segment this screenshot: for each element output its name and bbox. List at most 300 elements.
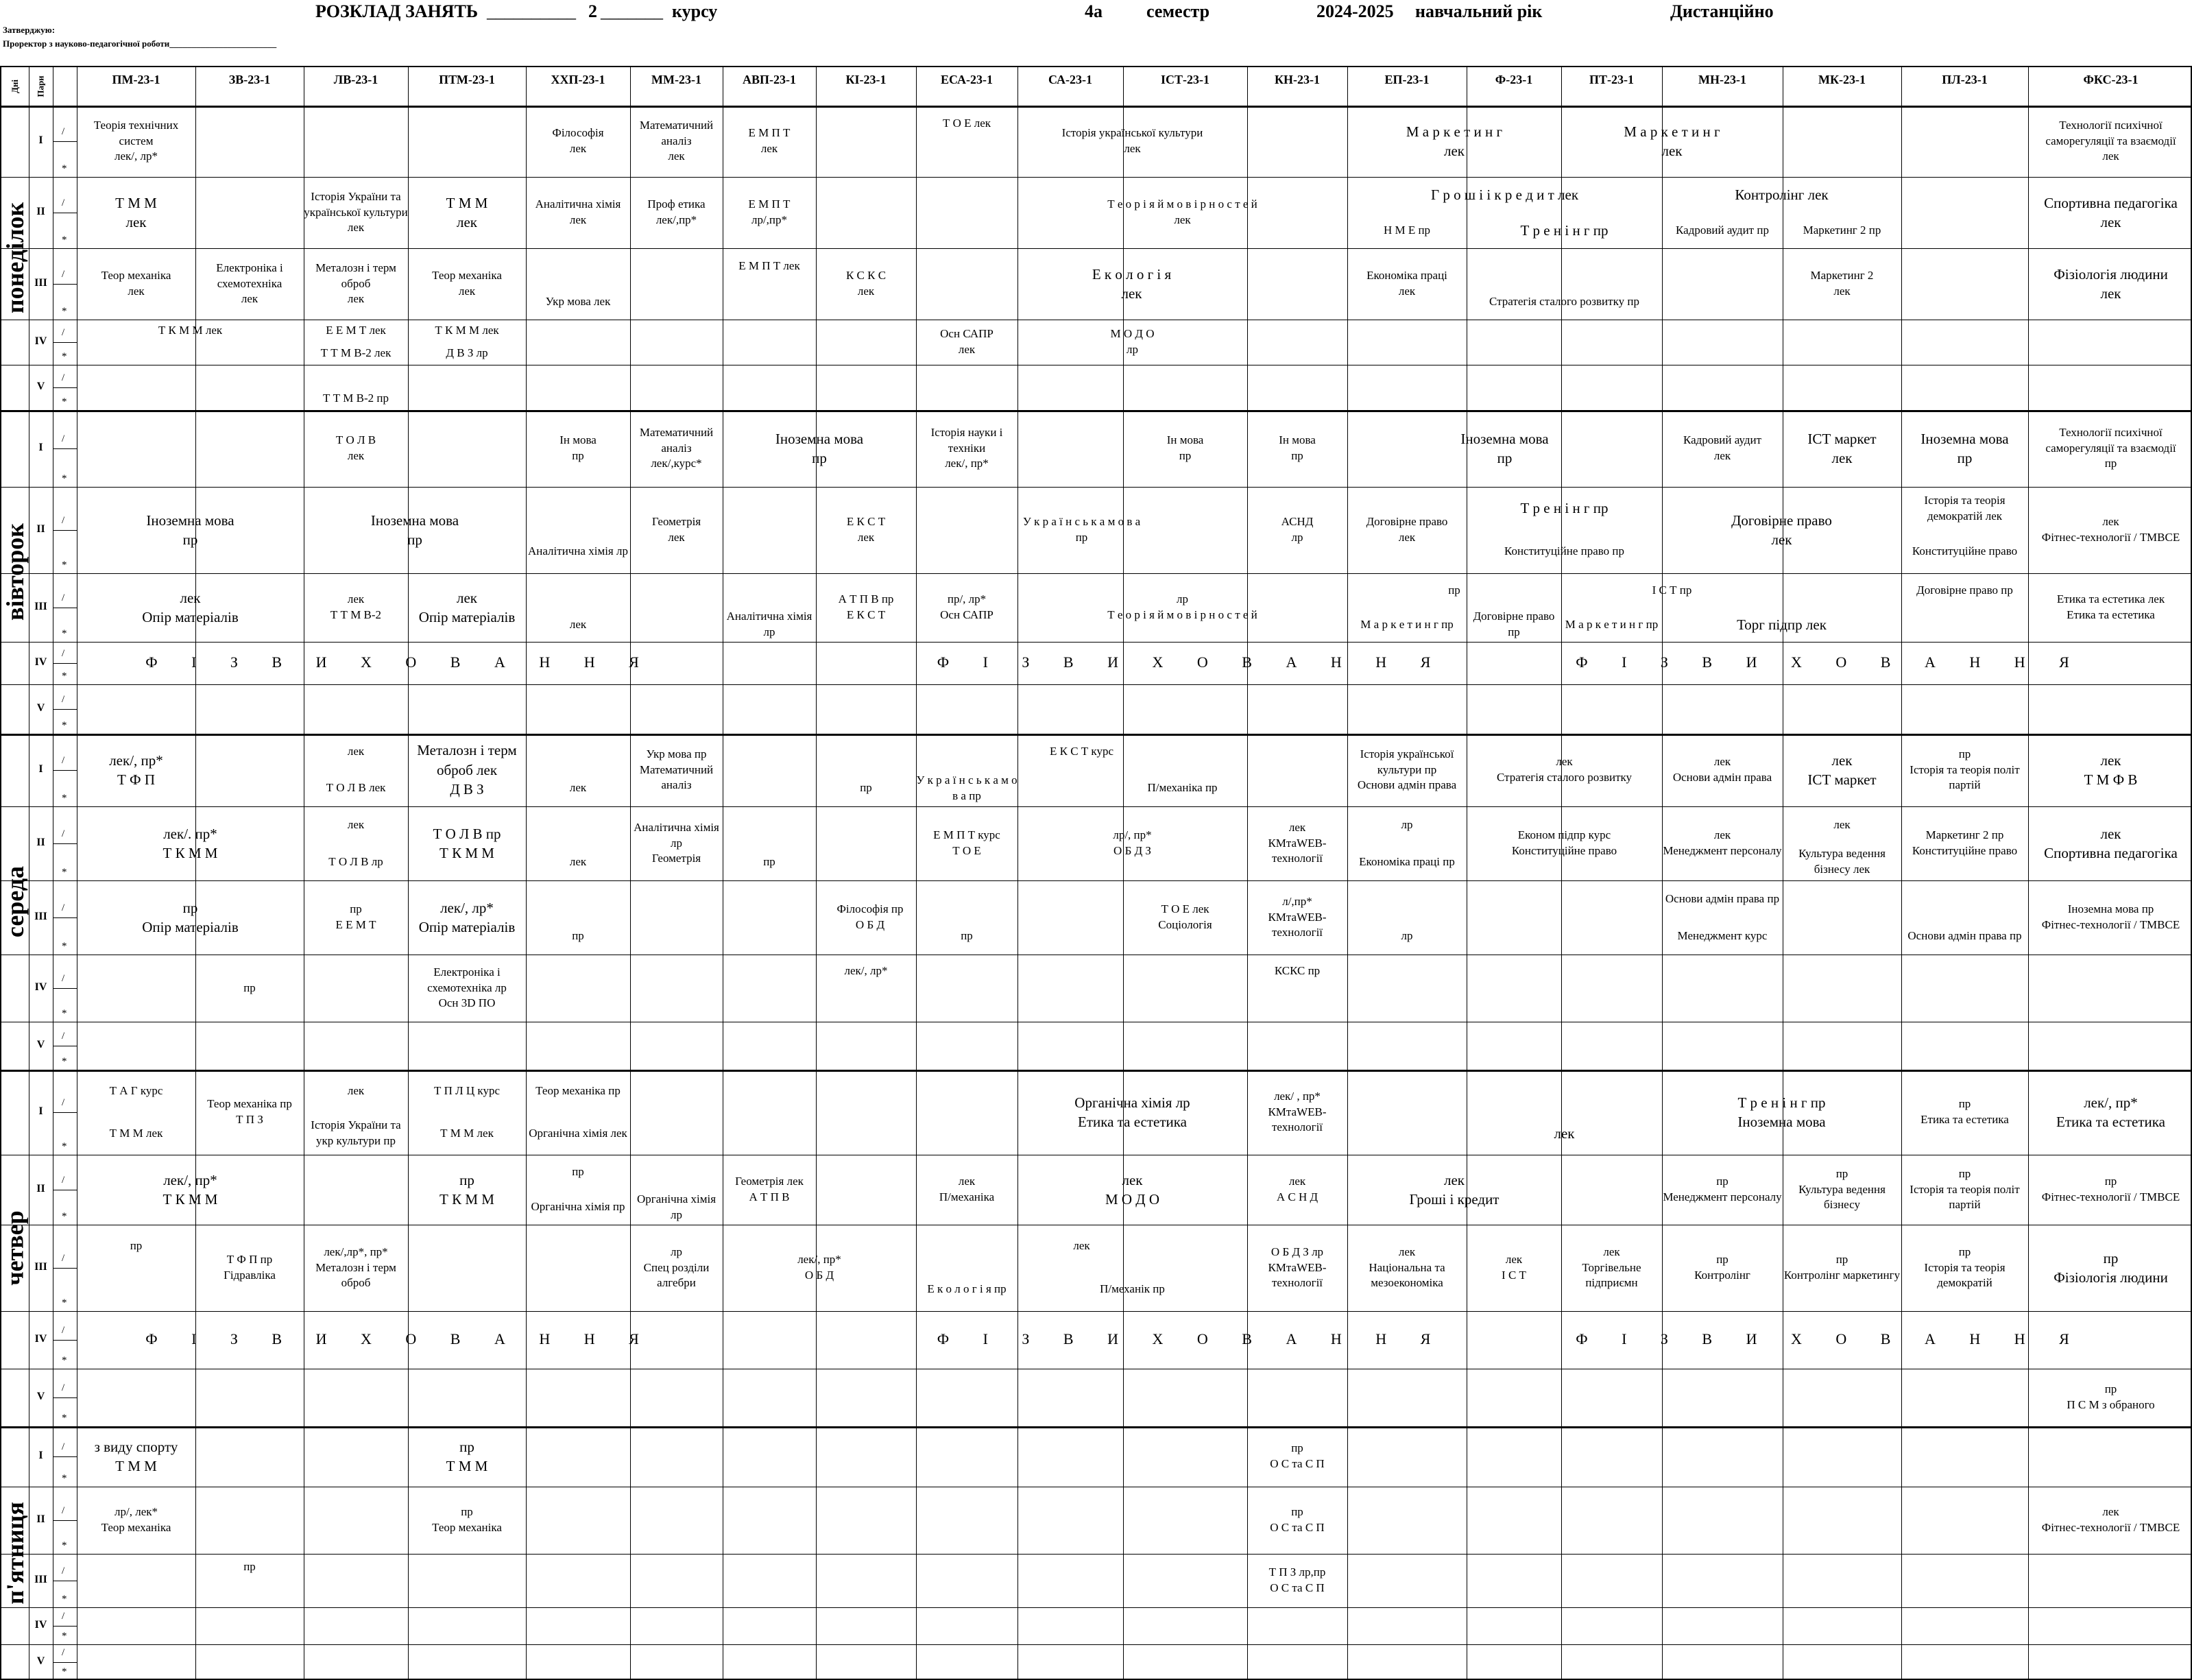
lesson-cell bbox=[1783, 213, 1901, 248]
lesson-text: Т О Л В bbox=[335, 433, 376, 447]
course-word: курсу bbox=[672, 1, 718, 21]
lesson-text: І С Т пр bbox=[1652, 583, 1692, 597]
lesson-cell bbox=[723, 1155, 816, 1225]
lesson-text: лек/, пр* bbox=[945, 457, 989, 470]
group-header: ЛВ-23-1 bbox=[333, 73, 378, 86]
lesson-text: Органічна хімія лек bbox=[529, 1126, 627, 1140]
lesson-text: пр bbox=[1716, 1175, 1729, 1188]
phys-ed-cell: Ф І З В И Х О В А Н Н Я bbox=[937, 653, 1446, 671]
lesson-cell bbox=[1467, 213, 1662, 248]
lesson-text: Металозн і терм оброб bbox=[315, 1260, 396, 1290]
schedule-table bbox=[0, 66, 2192, 1680]
lesson-cell bbox=[77, 1225, 195, 1268]
lesson-cell bbox=[1901, 487, 2028, 530]
lesson-text: Т О Е лек bbox=[1161, 902, 1209, 916]
lesson-text: М а р к е т и н г пр bbox=[1360, 617, 1454, 631]
lesson-cell bbox=[1467, 1112, 1662, 1155]
lesson-text: Т Т М В-2 пр bbox=[323, 392, 389, 405]
lesson-text: лек bbox=[1603, 1245, 1620, 1258]
row-divider bbox=[53, 1456, 77, 1457]
lesson-text: Т П З лр,пр bbox=[1268, 1565, 1326, 1579]
lesson-cell bbox=[1347, 843, 1467, 880]
lesson-text: К С К С bbox=[845, 269, 887, 283]
lesson-text: Осн САПР bbox=[940, 608, 993, 621]
denominator-mark: * bbox=[62, 1631, 67, 1642]
lesson-cell bbox=[916, 248, 1347, 320]
lesson-cell bbox=[304, 1112, 408, 1155]
lesson-text: пр bbox=[572, 449, 584, 462]
lesson-cell bbox=[1347, 806, 1467, 843]
lesson-cell bbox=[1901, 410, 2028, 487]
lesson-cell bbox=[2028, 806, 2192, 880]
lesson-text: Електроніка і схемотехніка лр bbox=[427, 965, 507, 994]
lesson-cell bbox=[1783, 410, 1901, 487]
lesson-text: Іноземна мова bbox=[1460, 430, 1549, 447]
lesson-cell bbox=[1662, 1155, 1783, 1225]
denominator-mark: * bbox=[62, 941, 67, 952]
lesson-text: Теор механіка пр bbox=[535, 1083, 621, 1097]
lesson-text: У к р а ї н с ь к а м о в а bbox=[1022, 515, 1141, 529]
row-divider bbox=[53, 843, 77, 844]
lesson-text: пр bbox=[1075, 531, 1088, 544]
lesson-cell bbox=[408, 734, 526, 806]
lesson-cell bbox=[723, 608, 816, 642]
lesson-text: лек bbox=[2102, 515, 2119, 529]
lesson-cell bbox=[1347, 177, 1662, 213]
lesson-cell bbox=[816, 487, 916, 573]
lesson-cell bbox=[77, 177, 195, 248]
lesson-text: пр bbox=[1497, 450, 1513, 466]
lesson-cell bbox=[1467, 530, 1662, 573]
row-divider bbox=[1, 1554, 2191, 1555]
group-header: МН-23-1 bbox=[1698, 73, 1746, 86]
lesson-cell bbox=[408, 1487, 526, 1554]
lesson-cell bbox=[1017, 320, 1247, 365]
numerator-mark: / bbox=[62, 973, 65, 984]
pair-number: II bbox=[36, 206, 45, 217]
lesson-cell bbox=[77, 106, 195, 177]
lesson-text: Аналітична хімія лр bbox=[527, 544, 628, 558]
lesson-text: лек bbox=[1505, 1253, 1523, 1267]
lesson-text: Е К С Т bbox=[846, 608, 886, 621]
lesson-text: Торгівельне підприємн bbox=[1582, 1260, 1641, 1290]
lesson-cell bbox=[1901, 1070, 2028, 1155]
lesson-text: пр bbox=[961, 928, 973, 942]
lesson-text: Гроші і кредит bbox=[1409, 1191, 1500, 1208]
lesson-text: Е К С Т курс bbox=[1049, 745, 1113, 758]
lesson-cell bbox=[2028, 1487, 2192, 1554]
group-header: ІСТ-23-1 bbox=[1161, 73, 1209, 86]
lesson-cell bbox=[77, 734, 195, 806]
lesson-text: Математичний аналіз bbox=[639, 763, 714, 792]
lesson-text: Історія та теорія політ партій bbox=[1910, 763, 2020, 792]
lesson-cell bbox=[304, 1070, 408, 1112]
lesson-cell bbox=[2028, 248, 2192, 320]
lesson-text: пр bbox=[860, 781, 872, 795]
lesson-cell bbox=[723, 177, 816, 248]
lesson-text: Т П З bbox=[236, 1113, 263, 1126]
lesson-cell bbox=[1017, 106, 1247, 177]
lesson-cell bbox=[1017, 1268, 1247, 1311]
lesson-text: Т К М М лек bbox=[435, 324, 499, 337]
lesson-text: Е к о л о г і я bbox=[1092, 265, 1172, 283]
numerator-mark: / bbox=[62, 1253, 65, 1264]
lesson-cell bbox=[630, 1190, 723, 1225]
day-name-label: понеділок bbox=[1, 202, 29, 314]
lesson-cell bbox=[1662, 608, 1901, 642]
lesson-text: Економіка праці пр bbox=[1359, 854, 1455, 868]
lesson-text: пр bbox=[812, 450, 827, 466]
denominator-mark: * bbox=[62, 1666, 67, 1677]
row-divider bbox=[53, 284, 77, 285]
lesson-text: Т О Л В пр bbox=[433, 825, 501, 842]
lesson-cell bbox=[1662, 734, 1783, 806]
lesson-cell bbox=[1247, 1225, 1347, 1311]
row-divider bbox=[53, 1662, 77, 1663]
lesson-text: Історія України та української культури bbox=[304, 189, 408, 219]
denominator-mark: * bbox=[62, 720, 67, 731]
day-name bbox=[1, 410, 29, 734]
lesson-cell bbox=[2028, 177, 2192, 248]
row-divider bbox=[53, 1268, 77, 1269]
lesson-cell bbox=[816, 770, 916, 806]
lesson-text: Т М Ф В bbox=[2084, 771, 2138, 788]
lesson-cell bbox=[195, 1070, 304, 1155]
lesson-cell bbox=[77, 487, 304, 573]
lesson-text: Ін мова bbox=[559, 433, 597, 447]
day-name-label: середа bbox=[1, 865, 29, 938]
denominator-mark: * bbox=[62, 235, 67, 245]
lesson-text: лр bbox=[1401, 817, 1413, 831]
numerator-mark: / bbox=[62, 1382, 65, 1393]
lesson-text: Економіка праці bbox=[1366, 269, 1447, 283]
lesson-text: Опір матеріалів bbox=[142, 609, 239, 625]
lesson-text: Культура ведення бізнесу bbox=[1798, 1182, 1886, 1212]
row-divider bbox=[1, 1607, 2191, 1608]
lesson-text: лек/, пр* bbox=[2084, 1094, 2138, 1111]
lesson-text: пр bbox=[1957, 450, 1973, 466]
row-divider bbox=[53, 709, 77, 710]
lesson-cell bbox=[1662, 1070, 1901, 1155]
group-header: ПМ-23-1 bbox=[112, 73, 160, 86]
numerator-mark: / bbox=[62, 1097, 65, 1108]
lesson-text: пр bbox=[1958, 1166, 1971, 1180]
lesson-text: пр bbox=[350, 902, 362, 916]
lesson-text: Історія України та укр культури пр bbox=[311, 1118, 401, 1147]
lesson-text: лек bbox=[2102, 149, 2119, 163]
denominator-mark: * bbox=[62, 1008, 67, 1019]
lesson-text: Історія та теорія політ партій bbox=[1910, 1182, 2020, 1212]
lesson-text: АСНД bbox=[1281, 515, 1314, 529]
group-header: ЕСА-23-1 bbox=[940, 73, 993, 86]
lesson-text: О С та С П bbox=[1270, 1581, 1325, 1594]
lesson-text: Договірне право пр bbox=[1473, 610, 1555, 638]
lesson-cell bbox=[77, 573, 304, 642]
row-divider bbox=[53, 530, 77, 531]
lesson-text: з виду спорту bbox=[94, 1438, 178, 1455]
lesson-cell bbox=[304, 1225, 408, 1311]
lesson-cell bbox=[816, 573, 916, 642]
lesson-text: Технології психічної саморегуляції та взаємодії bbox=[2045, 425, 2176, 455]
lesson-text: Маркетинг 2 пр bbox=[1925, 828, 2004, 842]
lesson-cell bbox=[304, 734, 408, 770]
lesson-text: Т е о р і я й м о в і р н о с т е й bbox=[1107, 197, 1257, 211]
lesson-text: У к р а ї н с ь к а м о в а пр bbox=[916, 773, 1017, 802]
lesson-text: лек bbox=[1554, 1125, 1575, 1142]
denominator-mark: * bbox=[62, 306, 67, 317]
lesson-text: Основи адмін права пр bbox=[1907, 928, 2022, 942]
lesson-cell bbox=[1247, 410, 1347, 487]
lesson-cell bbox=[916, 734, 1247, 770]
lesson-text: лек bbox=[1288, 1175, 1306, 1188]
lesson-cell bbox=[1662, 410, 1783, 487]
lesson-text: Т е о р і я й м о в і р н о с т е й bbox=[1107, 608, 1257, 621]
pair-number: I bbox=[38, 442, 43, 453]
lesson-text: Ін мова bbox=[1279, 433, 1316, 447]
lesson-text: А С Н Д bbox=[1276, 1190, 1318, 1203]
lesson-text: лр/,пр* bbox=[751, 213, 788, 226]
lesson-cell bbox=[1467, 734, 1662, 806]
lesson-cell bbox=[304, 806, 408, 843]
lesson-text: Гідравліка bbox=[224, 1269, 276, 1282]
row-divider bbox=[53, 1397, 77, 1398]
numerator-mark: / bbox=[62, 1325, 65, 1336]
lesson-cell bbox=[916, 410, 1017, 487]
lesson-cell bbox=[195, 1225, 304, 1311]
lesson-text: лек bbox=[569, 617, 587, 631]
lesson-cell bbox=[1901, 806, 2028, 880]
pair-number: III bbox=[34, 1574, 47, 1585]
lesson-text: О С та С П bbox=[1270, 1521, 1325, 1534]
lesson-text: лек bbox=[2100, 752, 2121, 769]
lesson-text: Іноземна мова пр bbox=[2067, 902, 2154, 916]
lesson-cell bbox=[630, 410, 723, 487]
day-name bbox=[1, 734, 29, 1070]
lesson-text: пр bbox=[1716, 1253, 1729, 1267]
lesson-text: Е Е М Т лек bbox=[326, 324, 386, 337]
lesson-cell bbox=[1467, 806, 1662, 880]
lesson-text: лек bbox=[569, 142, 587, 155]
lesson-text: пр bbox=[407, 531, 422, 548]
row-divider bbox=[1, 1311, 2191, 1312]
row-divider bbox=[53, 1340, 77, 1341]
pairs-header-label: Пари bbox=[35, 75, 46, 97]
numerator-mark: / bbox=[62, 592, 65, 603]
lesson-text: Металозн і терм оброб bbox=[315, 261, 396, 290]
lesson-text: пр bbox=[459, 1171, 474, 1188]
lesson-cell bbox=[2028, 410, 2192, 487]
lesson-text: лек/, пр* bbox=[109, 752, 163, 769]
lesson-cell bbox=[304, 770, 408, 806]
denominator-mark: * bbox=[62, 560, 67, 571]
lesson-cell bbox=[526, 177, 630, 248]
group-header: КІ-23-1 bbox=[845, 73, 887, 86]
lesson-cell bbox=[1247, 1487, 1347, 1554]
lesson-text: Т О Е лек bbox=[942, 116, 991, 130]
lesson-text: П/механіка bbox=[939, 1190, 995, 1203]
lesson-cell bbox=[408, 880, 526, 955]
lesson-text: КМтаWEB-технології bbox=[1268, 836, 1327, 865]
numerator-mark: / bbox=[62, 1175, 65, 1186]
lesson-text: Д В З bbox=[450, 781, 484, 798]
lesson-text: Математичний аналіз bbox=[639, 118, 714, 147]
lesson-cell bbox=[630, 806, 723, 880]
lesson-cell bbox=[2028, 573, 2192, 642]
numerator-mark: / bbox=[62, 197, 65, 208]
lesson-text: Аналітична хімія лр bbox=[726, 610, 812, 638]
lesson-text: лек bbox=[2100, 285, 2121, 302]
lesson-text: лек bbox=[760, 142, 778, 155]
blank-1: __________ bbox=[487, 1, 576, 21]
denominator-mark: * bbox=[62, 1056, 67, 1067]
lesson-text: пр bbox=[1958, 1097, 1971, 1111]
lesson-cell bbox=[816, 248, 916, 320]
group-header: ФКС-23-1 bbox=[2083, 73, 2139, 86]
lesson-text: Т Ф П bbox=[117, 771, 156, 788]
lesson-text: ІСТ маркет bbox=[1807, 430, 1877, 447]
lesson-text: л/,пр* bbox=[1282, 894, 1312, 908]
lesson-cell bbox=[1561, 106, 1783, 177]
phys-ed-cell: Ф І З В И Х О В А Н Н Я bbox=[1576, 653, 2084, 671]
lesson-text: пр bbox=[1958, 747, 1971, 760]
lesson-cell bbox=[526, 1155, 630, 1190]
days-header bbox=[1, 67, 29, 106]
lesson-text: лек bbox=[347, 745, 365, 758]
lesson-cell bbox=[630, 734, 723, 806]
lesson-text: Етика та естетика bbox=[2067, 608, 2155, 621]
lesson-cell bbox=[1347, 917, 1467, 955]
lesson-text: Металозн і терм оброб лек bbox=[417, 742, 517, 778]
lesson-cell bbox=[1347, 106, 1561, 177]
lesson-text: лек bbox=[2102, 1505, 2119, 1519]
lesson-text: Теор механіка bbox=[432, 1521, 502, 1534]
lesson-text: лек bbox=[668, 149, 685, 163]
pair-number: II bbox=[36, 837, 45, 848]
lesson-text: лр/, пр* bbox=[1113, 828, 1152, 842]
lesson-text: Менеджмент курс bbox=[1677, 928, 1768, 942]
lesson-text: пр bbox=[2104, 1382, 2117, 1396]
denominator-mark: * bbox=[62, 1355, 67, 1366]
denominator-mark: * bbox=[62, 1297, 67, 1308]
lesson-text: пр bbox=[459, 1438, 474, 1455]
lesson-text: Фітнес-технології / ТМВСЕ bbox=[2041, 918, 2180, 931]
lesson-text: лек bbox=[569, 781, 587, 795]
lesson-text: пр bbox=[1835, 1253, 1848, 1267]
pair-number: I bbox=[38, 134, 43, 146]
lesson-text: Історія науки і техніки bbox=[930, 425, 1003, 455]
lesson-cell bbox=[526, 917, 630, 955]
lesson-text: Національна та мезоекономіка bbox=[1369, 1260, 1445, 1290]
lesson-text: Е М П Т bbox=[748, 197, 791, 211]
lesson-text: лек bbox=[347, 592, 365, 606]
lesson-text: Т р е н і н г пр bbox=[1737, 1094, 1826, 1111]
lesson-text: лр/, лек* bbox=[115, 1505, 158, 1519]
lesson-cell bbox=[408, 955, 526, 1022]
lesson-text: лек bbox=[1398, 285, 1416, 298]
lesson-text: Іноземна мова bbox=[775, 430, 864, 447]
lesson-text: Кадровий аудит bbox=[1683, 433, 1762, 447]
lesson-cell bbox=[1247, 1554, 1347, 1607]
lesson-cell bbox=[1247, 1155, 1347, 1225]
lesson-text: Історія та теорія демократій лек bbox=[1924, 493, 2006, 523]
denominator-mark: * bbox=[62, 351, 67, 362]
lesson-cell bbox=[1017, 177, 1347, 248]
lesson-text: пр bbox=[182, 531, 198, 548]
row-divider bbox=[53, 917, 77, 918]
lesson-cell bbox=[2028, 1225, 2192, 1311]
row-divider bbox=[53, 663, 77, 664]
pair-number: II bbox=[36, 1183, 45, 1195]
numerator-mark: / bbox=[62, 327, 65, 338]
numerator-mark: / bbox=[62, 433, 65, 444]
lesson-text: Ін мова bbox=[1166, 433, 1204, 447]
lesson-cell bbox=[1901, 734, 2028, 806]
lesson-text: лек bbox=[241, 292, 258, 306]
lesson-text: Контролінг маркетингу bbox=[1783, 1269, 1901, 1282]
lesson-text: Менеджмент персоналу bbox=[1663, 844, 1782, 857]
lesson-cell bbox=[1783, 1155, 1901, 1225]
lesson-text: лек bbox=[1833, 285, 1851, 298]
lesson-text: М О Д О bbox=[1105, 1191, 1160, 1208]
lesson-text: Договірне право bbox=[1366, 515, 1448, 529]
lesson-text: Опір матеріалів bbox=[418, 609, 516, 625]
denominator-mark: * bbox=[62, 1473, 67, 1484]
lesson-text: Теорія технічних систем bbox=[93, 118, 179, 147]
lesson-text: пр bbox=[1448, 583, 1460, 597]
lesson-text: Осн 3D ПО bbox=[438, 996, 496, 1010]
denominator-mark: * bbox=[62, 1413, 67, 1424]
pair-number: II bbox=[36, 523, 45, 535]
lesson-text: пр bbox=[1179, 449, 1192, 462]
lesson-cell bbox=[1662, 213, 1783, 248]
lesson-cell bbox=[1662, 917, 1783, 955]
lesson-text: Договірне право bbox=[1731, 512, 1832, 529]
lesson-cell bbox=[526, 1112, 630, 1155]
lesson-cell bbox=[916, 487, 1247, 573]
lesson-text: Т П Л Ц курс bbox=[433, 1083, 501, 1097]
lesson-cell bbox=[916, 770, 1017, 806]
numerator-mark: / bbox=[62, 694, 65, 705]
lesson-text: Культура ведення бізнесу лек bbox=[1798, 847, 1886, 876]
lesson-cell bbox=[1347, 248, 1467, 320]
group-header: ЗВ-23-1 bbox=[228, 73, 271, 86]
numerator-mark: / bbox=[62, 648, 65, 659]
lesson-cell bbox=[1662, 177, 1901, 213]
lesson-text: Теор механіка bbox=[101, 269, 171, 283]
numerator-mark: / bbox=[62, 1031, 65, 1042]
lesson-cell bbox=[195, 248, 304, 320]
day-name-label: вівторок bbox=[1, 523, 29, 621]
phys-ed-cell: Ф І З В И Х О В А Н Н Я bbox=[1576, 1330, 2084, 1347]
lesson-text: лр bbox=[1401, 928, 1413, 942]
lesson-text: лек bbox=[1398, 531, 1416, 544]
lesson-text: Технології психічної саморегуляції та взаємодії bbox=[2045, 118, 2176, 147]
academic-year: 2024-2025 bbox=[1316, 1, 1394, 21]
group-header: СА-23-1 bbox=[1048, 73, 1093, 86]
lesson-cell bbox=[1247, 487, 1347, 573]
lesson-text: Укр мова пр bbox=[646, 747, 707, 760]
lesson-cell bbox=[916, 573, 1017, 642]
lesson-text: Аналітична хімія bbox=[535, 197, 621, 211]
lesson-text: лек bbox=[2100, 825, 2121, 842]
lesson-text: Т М М bbox=[115, 1458, 157, 1474]
lesson-text: Т К М М лек bbox=[158, 324, 223, 337]
lesson-cell bbox=[526, 1190, 630, 1225]
group-header: КН-23-1 bbox=[1274, 73, 1321, 86]
lesson-text: Фітнес-технології / ТМВСЕ bbox=[2041, 1190, 2180, 1203]
lesson-text: лек bbox=[1121, 285, 1142, 302]
lesson-cell bbox=[1783, 806, 1901, 843]
